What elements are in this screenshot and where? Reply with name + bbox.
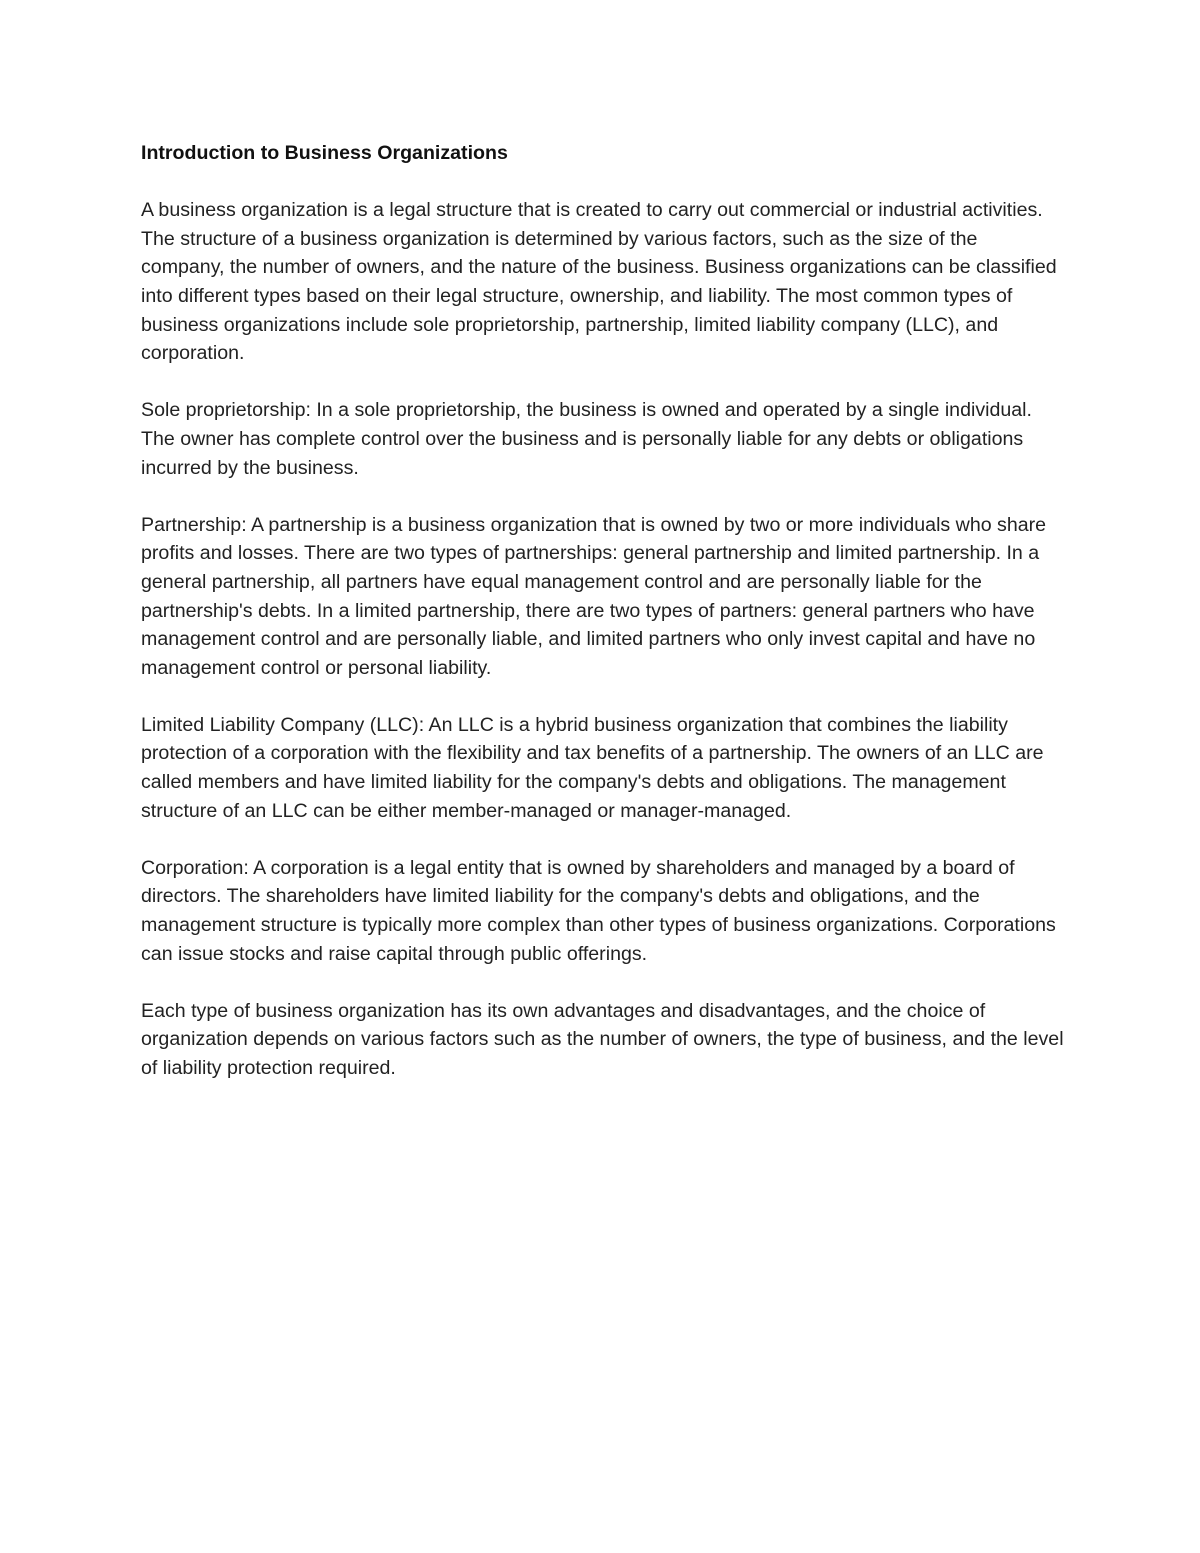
document-title: Introduction to Business Organizations: [141, 142, 508, 164]
document-body: [141, 139, 1066, 1083]
paragraph-sole-proprietorship: Sole proprietorship: In a sole proprietorship, the business is owned and operated by a single individual. The owner has complete control over the business and is personally liable for any debts or obligations incurred by the business.: [141, 399, 1032, 479]
paragraph-conclusion: Each type of business organization has its own advantages and disadvantages, and the choice of organization depends on various factors such as the number of owners, the type of business, and the level of liability protection required.: [141, 999, 1064, 1079]
paragraph-llc: Limited Liability Company (LLC): An LLC is a hybrid business organization that combines the liability protection of a corporation with the flexibility and tax benefits of a partnership. The owners of an LLC are called members and have limited liability for the company's debts and obligations. The management structure of an LLC can be either member-managed or manager-managed.: [141, 713, 1044, 822]
paragraph-partnership: Partnership: A partnership is a business organization that is owned by two or more individuals who share profits and losses. There are two types of partnerships: general partnership and limited partnership. In a general partnership, all partners have equal management control and are personally liable for the partnership's debts. In a limited partnership, there are two types of partners: general partners who have management control and are personally liable, and limited partners who only invest capital and have no management control or personal liability.: [141, 513, 1047, 679]
paragraph-corporation: Corporation: A corporation is a legal entity that is owned by shareholders and managed by a board of directors. The shareholders have limited liability for the company's debts and obligations, and the management structure is typically more complex than other types of business organizations. Corporations can issue stocks and raise capital through public offerings.: [141, 856, 1056, 965]
paragraph-introduction: A business organization is a legal structure that is created to carry out commercial or industrial activities. The structure of a business organization is determined by various factors, such as the size of the company, the number of owners, and the nature of the business. Business organizations can be classified into different types based on their legal structure, ownership, and liability. The most common types of business organizations include sole proprietorship, partnership, limited liability company (LLC), and corporation.: [141, 199, 1057, 365]
